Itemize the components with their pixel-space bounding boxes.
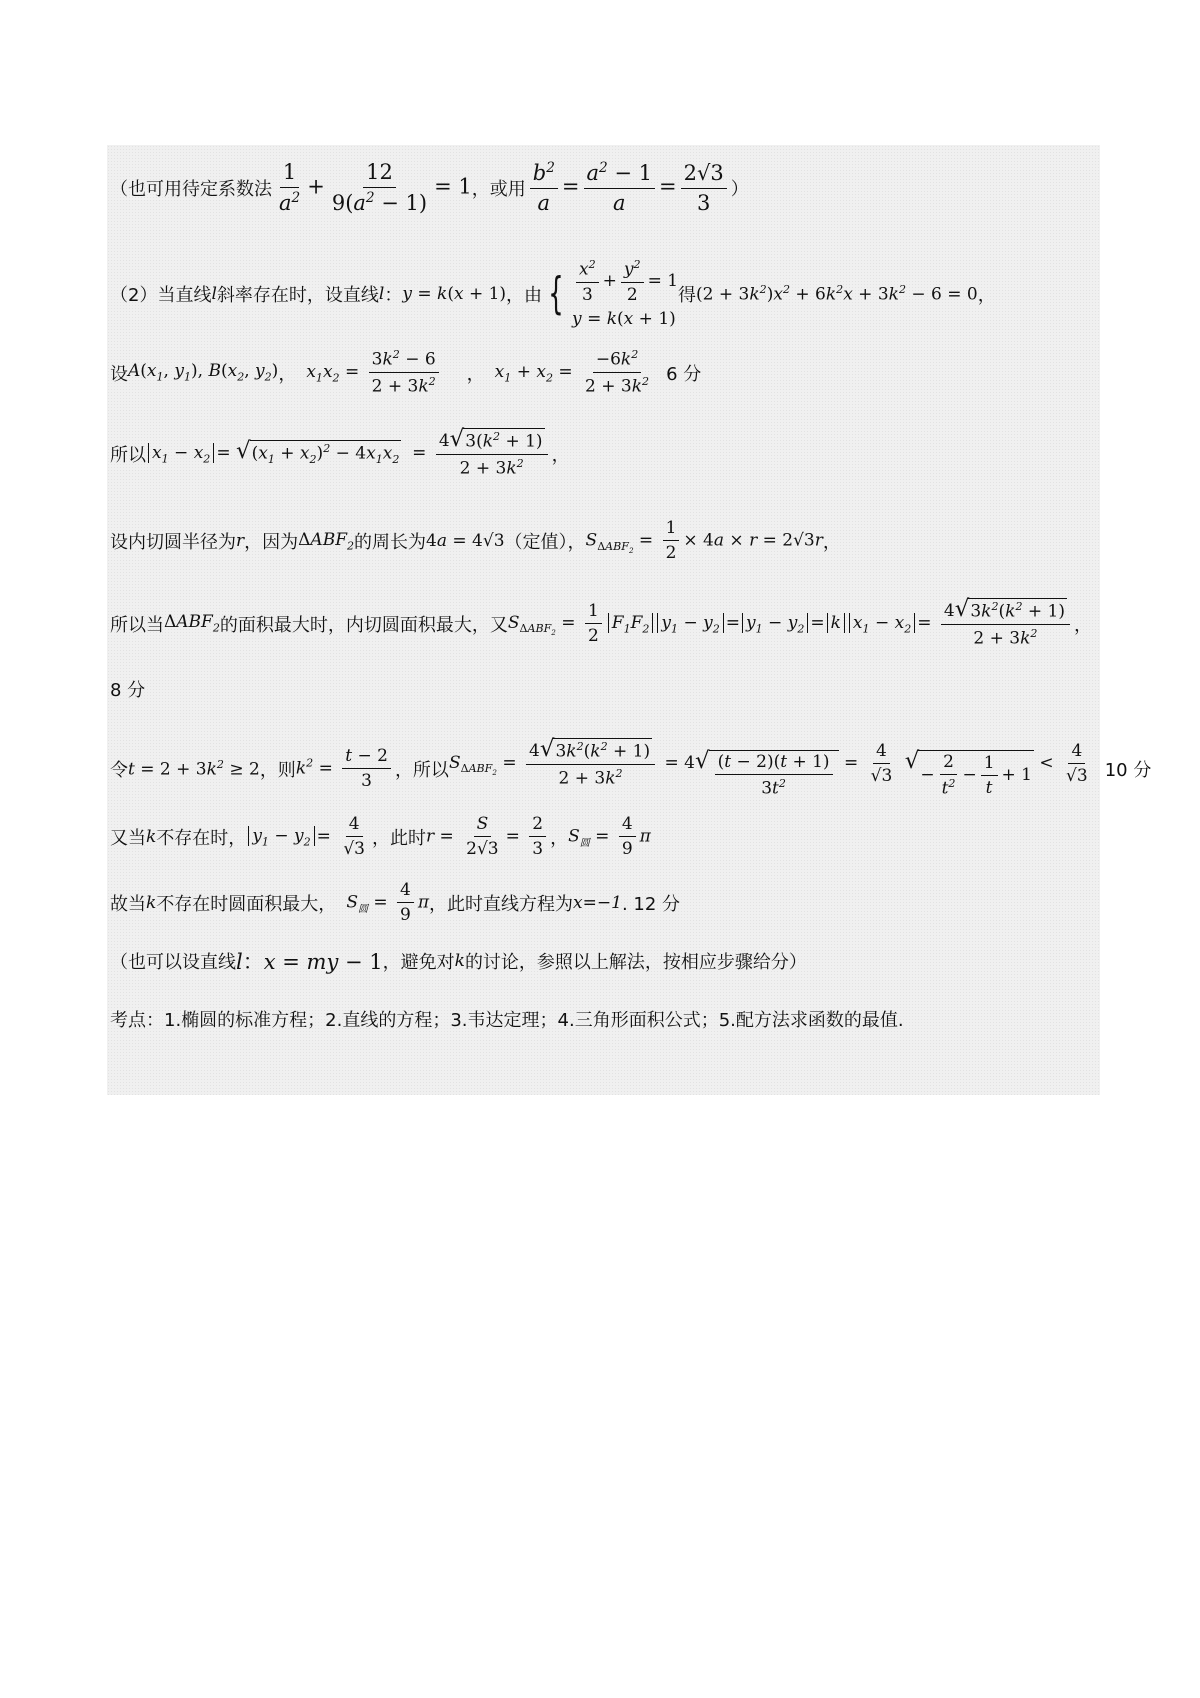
line-alt-line-param: （也可以设直线 l：x = my − 1 ，避免对 k 的讨论，参照以上解法，按相应步骤给分） — [110, 946, 807, 976]
formula-triangle-area: $S_{\Delta ABF_2}$ = $\frac{1}{2}$ $F_1F_2$ $y_1 - y_2 = y_1 - y_2 = k$ $x_1 - x_2$ = 4 √ $3k^2(k^2 + 1)$ $2 + 3k^2$ — [508, 598, 1074, 649]
formula-abs-x1-x2: $x_1 - x_2$ = √ $(x_1 + x_2)^2 - 4x_1x_2$ = 4 √ $3(k^2 + 1)$ $2 + 3k^2$ — [146, 428, 552, 479]
formula-t-def: $t = 2 + 3k^2 \ge 2$ — [128, 757, 260, 780]
formula-undetermined-coefficients: $\frac{1}{a^2}$ + $\frac{12}{9(a^2 - 1)}$ = 1 — [279, 160, 472, 216]
line-k-undefined: 又当 k 不存在时， $y_1 - y_2$ = $\frac{4}{√3}$ ，此时 r = $\frac{S}{2√3}$ = $\frac{2}{3}$ ， $S_圆$ = $\frac{4}{9}$ π — [110, 814, 651, 860]
formula-k2: $k^2$ = $\frac{t - 2}{3}$ — [296, 746, 395, 792]
line-incircle: 设内切圆半径为 r ，因为 $\Delta ABF_2$ 的周长为 4a = 4√3 （定值）， $S_{\Delta ABF_2}$ = $\frac{1}{2}$ × 4a × r = 2√3r ， — [110, 518, 841, 564]
line-substitution: 令 $t = 2 + 3k^2 \ge 2$ ，则 $k^2$ = $\frac{t - 2}{3}$ ，所以 $S_{\Delta ABF_2}$ = 4 √ $3k^2(k^2 + 1)$ $2 + 3k^2$ = 4 √ $\frac{(t - 2)(t + 1)}{3t^2}$ = $\frac{4}{√3}$ √ − $\frac{2}{t^2}$ − $\frac{1}{t}$ + 1 < $\frac{4}{√3}$ 10 分 — [110, 736, 1152, 800]
formula-sum-roots: $x_1 + x_2$ = $\frac{-6k^2}{2 + 3k^2}$ — [494, 348, 650, 397]
line-conclusion: 故当 k 不存在时圆面积最大， $S_圆$ = $\frac{4}{9}$ π ，此时直线方程为 x=−1 . 12 分 — [110, 880, 681, 926]
formula-circle-area: $S_圆$ = $\frac{4}{9}$ π — [568, 814, 651, 860]
formula-r-value: r = $\frac{S}{2√3}$ = $\frac{2}{3}$ — [426, 814, 550, 860]
formula-line-result: x=−1 — [573, 892, 622, 913]
line-score-8: 8 分 — [110, 680, 146, 701]
line-keypoints: 考点：1.椭圆的标准方程；2.直线的方程；3.韦达定理；4.三角形面积公式；5.配方法求函数的最值. — [110, 1010, 904, 1031]
formula-product-roots: $x_1x_2$ = $\frac{3k^2 - 6}{2 + 3k^2}$ — [306, 348, 442, 397]
line-root-difference: 所以 $x_1 - x_2$ = √ $(x_1 + x_2)^2 - 4x_1x_2$ = 4 √ $3(k^2 + 1)$ $2 + 3k^2$ ， — [110, 426, 570, 479]
formula-b2-over-a: $\frac{b^2}{a}$ = $\frac{a^2 - 1}{a}$ = $\frac{2√3}{3}$ — [526, 160, 731, 216]
formula-circle-area-max: $S_圆$ = $\frac{4}{9}$ π — [346, 880, 430, 926]
formula-perimeter: 4a = 4√3 — [426, 530, 505, 551]
line-vieta: 设 $A(x_1$, $y_1$), $B(x_2$, $y_2$) ， $x_1x_2$ = $\frac{3k^2 - 6}{2 + 3k^2}$ ， $x_1 + x_2$ = $\frac{-6k^2}{2 + 3k^2}$ 6 分 — [110, 348, 702, 397]
formula-quadratic: $(2 + 3k^2)x^2 + 6k^2x + 3k^2 - 6 = 0$ — [696, 282, 978, 305]
line-area-max: 所以当 $\Delta ABF_2$ 的面积最大时，内切圆面积最大，又 $S_{\Delta ABF_2}$ = $\frac{1}{2}$ $F_1F_2$ $y_1 - y_2 = y_1 - y_2 = k$ $x_1 - x_2$ = 4 √ $3k^2(k^2 + 1)$ $2 + 3k^2$ ， — [110, 596, 1092, 649]
formula-line-equation: y = k(x + 1) — [402, 283, 507, 304]
formula-area-bound: $S_{\Delta ABF_2}$ = 4 √ $3k^2(k^2 + 1)$ $2 + 3k^2$ = 4 √ $\frac{(t - 2)(t + 1)}{3t^2}$ = $\frac{4}{√3}$ √ − $\frac{2}{t^2}$ − $\frac{1}{t}$ + 1 < $\frac{4}{√3}$ — [448, 736, 1088, 800]
formula-system: { $\frac{x^2}{3}$ + $\frac{y^2}{2}$ = 1 y = k(x + 1) — [548, 258, 679, 330]
formula-area-inradius: $S_{\Delta ABF_2}$ = $\frac{1}{2}$ × 4a × r = 2√3r — [585, 518, 823, 564]
line-alt-method: （也可用待定系数法 $\frac{1}{a^2}$ + $\frac{12}{9(a^2 - 1)}$ = 1 ，或用 $\frac{b^2}{a}$ = $\frac{a^2 - 1}{a}$ = $\frac{2√3}{3}$ ） — [110, 160, 749, 216]
formula-points: $A(x_1$, $y_1$), $B(x_2$, $y_2$) — [128, 361, 279, 384]
formula-x-my-1: l：x = my − 1 — [236, 950, 383, 974]
formula-abs-y: $y_1 - y_2$ = $\frac{4}{√3}$ — [246, 814, 372, 860]
line-part2-setup: （2）当直线 l 斜率存在时，设直线 l ： y = k(x + 1) ，由 { $\frac{x^2}{3}$ + $\frac{y^2}{2}$ = 1 y = k(x + 1) 得 $(2 + 3k^2)x^2 + 6k^2x + 3k^2 - 6 = 0$ ， — [110, 258, 996, 330]
